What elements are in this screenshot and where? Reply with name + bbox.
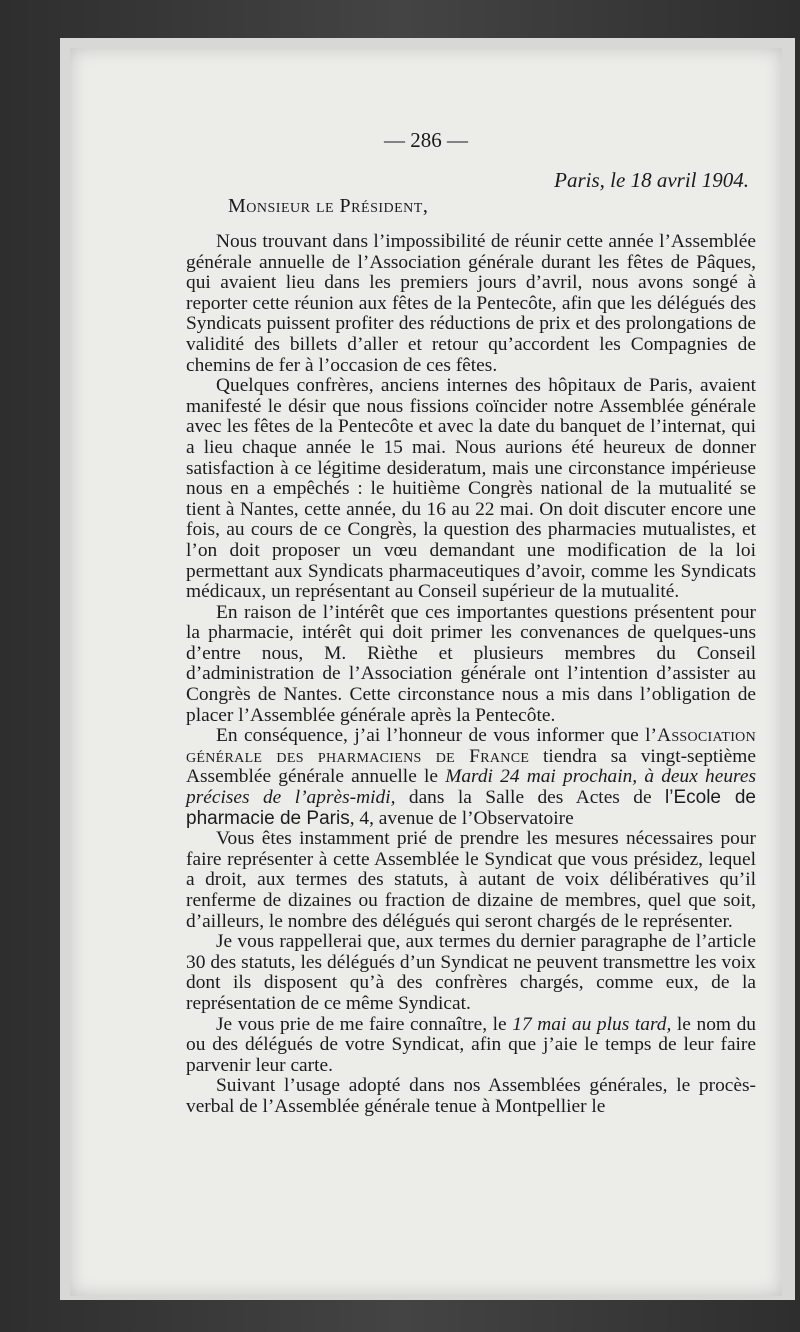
dateline: Paris, le 18 avril 1904. [554,168,749,192]
paragraph-2: Quelques confrères, anciens internes des hôpitaux de Paris, avaient manifesté le désir que nous fissions coïncider notre Assemblée générale avec les fêtes de la Pentecôte et avec la date du banquet de l’internat, qui a lieu chaque année le 15 mai. Nous aurions été heureux de donner satisfaction à ce légitime desideratum, mais une circonstance impérieuse nous en a empêchés : le huitième Congrès national de la mutualité se tient à Nantes, cette année, du 16 au 22 mai. On doit discuter encore une fois, au cours de ce Congrès, la question des pharmacies mutualistes, et l’on doit proposer un vœu demandant une modification de la loi permettant aux Syndicats pharmaceutiques d’avoir, comme les Syndicats médicaux, un représentant au Conseil supérieur de la mutualité. [186,375,756,603]
paragraph-3: En raison de l’intérêt que ces importantes questions présentent pour la pharmacie, intérêt qui doit primer les convenances de quelques-uns d’entre nous, M. Rièthe et plusieurs membres du Conseil d’administration de l’Association générale ont l’intention d’assister au Congrès de Nantes. Cette circonstance nous a mis dans l’obligation de placer l’Assemblée générale après la Pentecôte. [186,601,756,726]
paragraph-8: Suivant l’usage adopté dans nos Assemblées générales, le procès-verbal de l’Assemblée générale tenue à Montpellier le [186,1075,756,1117]
meeting-date: Mardi 24 mai prochain, à deux heures précises de l’après-midi, [186,766,756,809]
paragraph-4-part-a: En conséquence, j’ai l’honneur de vous informer que l’ [216,725,658,747]
paragraph-6: Je vous rappellerai que, aux termes du dernier paragraphe de l’article 30 des statuts, les délégués d’un Syndicat ne peuvent transmettre les voix dont ils disposent qu’à des confrères chargés, comme eux, de la représentation de ce même Syndicat. [186,931,756,1014]
salutation: Monsieur le Président, [228,195,429,217]
deadline-date: 17 mai au plus tard, [512,1013,672,1035]
letter-body [186,232,756,1118]
paragraph-4-part-g: , 4, avenue de l’Observatoire [349,807,574,829]
association-name: Association générale des pharmaciens de France [186,725,756,767]
paragraph-7 [186,1015,756,1077]
paragraph-7-part-a: Je vous prie de me faire connaître, le [216,1013,513,1035]
paragraph-4-part-c: tiendra sa vingt-septième Assemblée générale annuelle le [186,745,756,788]
school-name: l’Ecole de pharmacie de Paris [186,787,757,829]
book-page [70,48,782,1296]
paragraph-1: Nous trouvant dans l’impossibilité de réunir cette année l’Assemblée générale annuelle de l’Association générale durant les fêtes de Pâques, qui avaient lieu dans les premiers jours d’avril, nous avons songé à reporter cette réunion aux fêtes de la Pentecôte, afin que les délégués des Syndicats puissent profiter des réductions de prix et des prolongations de validité des billets d’aller et retour qu’accordent les Compagnies de chemins de fer à l’occasion de ces fêtes. [186,231,756,376]
paragraph-4-part-e: dans la Salle des Actes de [395,787,666,809]
paragraph-7-part-c: le nom du ou des délégués de votre Syndicat, afin que j’aie le temps de leur faire parvenir leur carte. [186,1013,756,1076]
paragraph-4 [186,726,756,829]
paragraph-5: Vous êtes instamment prié de prendre les mesures nécessaires pour faire représenter à cette Assemblée le Syndicat que vous présidez, lequel a droit, aux termes des statuts, à autant de voix délibératives qu’il renferme de dizaines ou fraction de dizaine de membres, quel que soit, d’ailleurs, le nombre des délégués qui seront chargés de le représenter. [186,828,756,932]
page-number: — 286 — [384,128,468,152]
